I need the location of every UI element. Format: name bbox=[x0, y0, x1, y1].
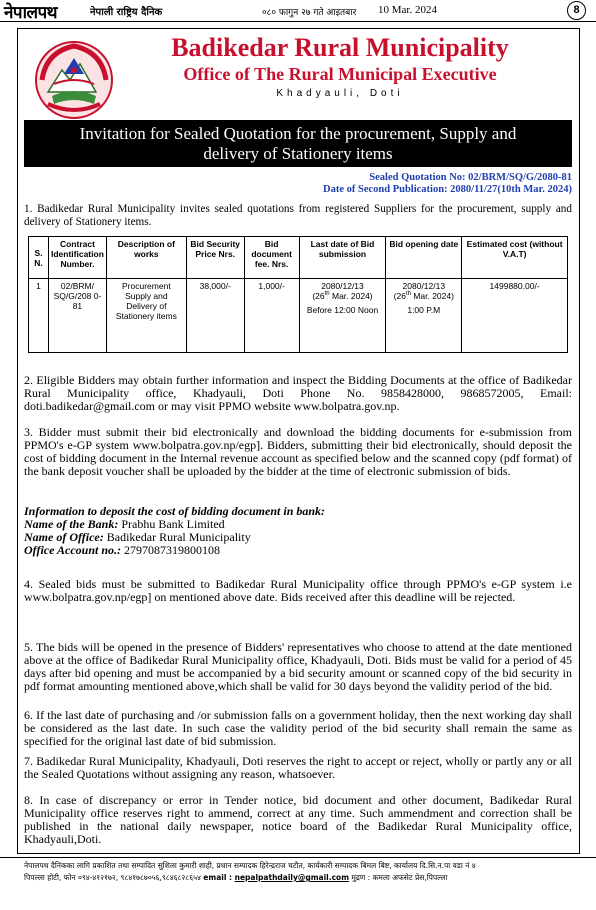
table-header-row bbox=[29, 237, 568, 279]
office-name-row: Name of Office: Badikedar Rural Municipality bbox=[24, 530, 251, 544]
account-number-row: Office Account no.: 2797087319800108 bbox=[24, 543, 220, 557]
header-opening-date: Bid opening date bbox=[386, 237, 462, 279]
bank-information bbox=[24, 505, 572, 557]
cell-bid-security: 38,000/- bbox=[186, 279, 244, 353]
page-number: 8 bbox=[567, 1, 586, 20]
table-row bbox=[29, 279, 568, 353]
banner-line-1: Invitation for Sealed Quotation for the procurement, Supply and bbox=[79, 124, 517, 143]
municipality-title: Badikedar Rural Municipality bbox=[171, 33, 509, 62]
newspaper-subtitle: नेपाली राष्ट्रिय दैनिक bbox=[90, 7, 163, 18]
paragraph-6: 6. If the last date of purchasing and /or submission falls on a government holiday, then the next working day shall be considered as the last date. In such case the validity period of the bid security shall remain the same as specified for the original last date of bid submission. bbox=[24, 708, 572, 748]
paragraph-4: 4. Sealed bids must be submitted to Badikedar Rural Municipality office through PPMO's e-GP system i.e www.bolpatra.gov.np/egp] on mentioned above date. Bids received after this deadline will be rejected. bbox=[24, 577, 572, 604]
banner-line-2: delivery of Stationery items bbox=[203, 144, 393, 163]
bid-table bbox=[28, 236, 568, 353]
bank-heading: Information to deposit the cost of bidding document in bank: bbox=[24, 504, 326, 518]
cell-contract: 02/BRM/ SQ/G/208 0-81 bbox=[48, 279, 106, 353]
header-document-fee: Bid document fee. Nrs. bbox=[244, 237, 299, 279]
footer-divider bbox=[0, 857, 596, 858]
cell-last-date: 2080/12/13 (26th Mar. 2024) Before 12:00 Noon bbox=[299, 279, 386, 353]
header-contract: Contract Identification Number. bbox=[48, 237, 106, 279]
header-description: Description of works bbox=[106, 237, 186, 279]
office-title: Office of The Rural Municipal Executive bbox=[183, 64, 497, 84]
paragraph-5: 5. The bids will be opened in the presence of Bidders' representatives who choose to attend at the date mentioned above at the office of Badikedar Rural Municipality office, Khadyauli, Doti. Bids must be valid for a period of 45 days after bid opening and must be accompanied by a bid security amount or scanned copy of the bid security in pdf format amounting mentioned above,which shall be valid for 30 days beyond the validity period of the bid. bbox=[24, 640, 572, 693]
footer-imprint: नेपालपथ दैनिकका लागि प्रकाशित तथा सम्पादित सुशिला कुमारी शाही, प्रधान सम्पादक हिरेन्द्रराज चटौत, कार्यकारी सम्पादक बिमल बिष्ट, कार्यालय दि.सि.न.पा वडा नं ४ पिपल्ला होटी, फोन ०९४-४१२१७२, ९८४१७८७०५६,९८४६८२८६५४ email : nepalpathdaily@gmail.com मुद्रण : कमला अफसेट प्रेस,पिपल्ला bbox=[24, 861, 476, 882]
masthead bbox=[0, 0, 596, 22]
header-bid-security: Bid Security Price Nrs. bbox=[186, 237, 244, 279]
paragraph-8: 8. In case of discrepancy or error in Tender notice, bid document and other document, Badikedar Rural Municipality office reserves right to ammend, correct at any time. Such ammendment and correction shall be published in the national daily newspaper, notice board of the Badikedar Rural Municipality office, Khadyauli,Doti. bbox=[24, 793, 572, 846]
nepal-emblem-icon bbox=[34, 40, 114, 120]
cell-estimated-cost: 1499880.00/- bbox=[462, 279, 568, 353]
paragraph-2: 2. Eligible Bidders may obtain further information and inspect the Bidding Documents at the office of Badikedar Rural Municipality office, Khadyauli, Doti Phone No. 9858428000, 9868572005, Email: doti.badikedar@gmail.com or may visit PPMO website www.bolpatra.gov.np. bbox=[24, 373, 572, 413]
date-english: 10 Mar. 2024 bbox=[378, 4, 437, 16]
second-publication-date: Date of Second Publication: 2080/11/27(10th Mar. 2024) bbox=[323, 184, 572, 195]
header-last-date: Last date of Bid submission bbox=[299, 237, 386, 279]
notice-banner bbox=[24, 120, 572, 167]
header-estimated-cost: Estimated cost (without V.A.T) bbox=[462, 237, 568, 279]
footer-email: nepalpathdaily@gmail.com bbox=[234, 873, 350, 882]
cell-description: Procurement Supply and Delivery of Stationery items bbox=[106, 279, 186, 353]
quotation-number: Sealed Quotation No: 02/BRM/SQ/G/2080-81 bbox=[369, 172, 572, 183]
paragraph-7: 7. Badikedar Rural Municipality, Khadyauli, Doti reserves the right to accept or reject, wholly or partly any or all the Sealed Quotations without assigning any reason, whatsoever. bbox=[24, 754, 572, 781]
bank-name-row: Name of the Bank: Prabhu Bank Limited bbox=[24, 517, 225, 531]
newspaper-logo: नेपालपथ bbox=[4, 3, 58, 23]
place-name: Khadyauli, Doti bbox=[276, 88, 404, 99]
cell-sn: 1 bbox=[29, 279, 49, 353]
header-sn: S. N. bbox=[29, 237, 49, 279]
paragraph-3: 3. Bidder must submit their bid electronically and download the bidding documents for e-submission from PPMO's e-GP system www.bolpatra.gov.np/egp]. Bidders, submitting their bid electronically, should deposit the cost of bidding document in the Internal revenue account as specified below and the scanned copy (pdf format) of the bank deposit voucher shall be uploaded by the bidder at the time of electronic submission of bids. bbox=[24, 425, 572, 478]
paragraph-1: 1. Badikedar Rural Municipality invites sealed quotations from registered Suppliers for the procurement, supply and delivery of Stationery items. bbox=[24, 203, 572, 228]
cell-document-fee: 1,000/- bbox=[244, 279, 299, 353]
date-nepali: ०८० फागुन २७ गते आइतबार bbox=[262, 8, 357, 18]
cell-opening-date: 2080/12/13 (26th Mar. 2024) 1:00 P.M bbox=[386, 279, 462, 353]
